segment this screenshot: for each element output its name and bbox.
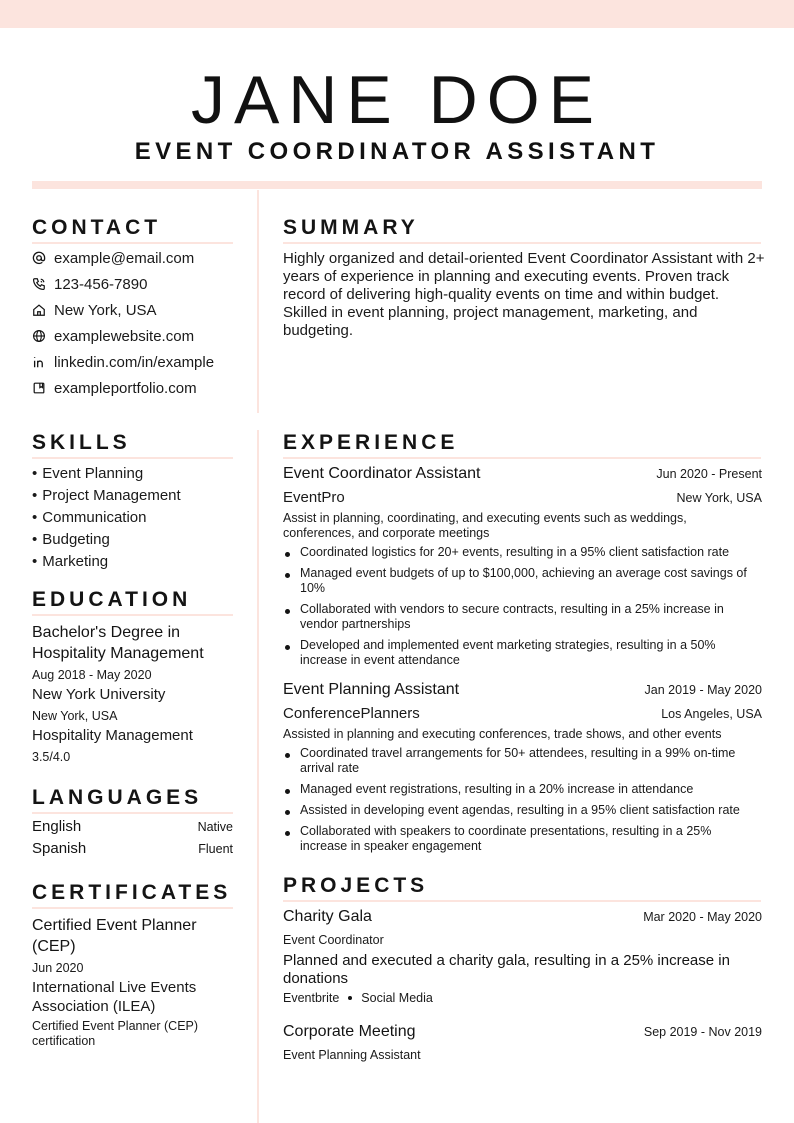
project-role: Event Coordinator: [283, 933, 384, 947]
job-description: Assist in planning, coordinating, and executing events such as weddings, conferences, and corporate meetings: [283, 511, 687, 540]
job-header: [283, 681, 762, 699]
job-title: Event Planning Assistant: [283, 681, 460, 698]
education-field: Hospitality Management: [32, 727, 193, 744]
job-bullet: Managed event registrations, resulting in a 20% increase in attendance: [283, 782, 762, 797]
skill-item: • Project Management: [32, 486, 181, 506]
job-bullet: Assisted in developing event agendas, resulting in a 95% client satisfaction rate: [283, 803, 762, 818]
contact-portfolio[interactable]: [32, 378, 197, 398]
contact-linkedin-text: linkedin.com/in/example: [54, 353, 215, 371]
certificate-name: Certified Event Planner (CEP): [32, 917, 197, 955]
contact-email-text: example@email.com: [54, 249, 195, 267]
candidate-name: JANE DOE: [190, 62, 604, 138]
job-bullets: [283, 545, 762, 674]
contact-website-text: examplewebsite.com: [54, 327, 195, 345]
job-bullet: Coordinated logistics for 20+ events, resulting in a 95% client satisfaction rate: [283, 545, 762, 560]
project-tags: [283, 991, 433, 1005]
contact-website[interactable]: [32, 326, 194, 346]
contact-phone-text: 123-456-7890: [54, 275, 148, 293]
skill-item: • Budgeting: [32, 530, 110, 550]
contact-location: [32, 300, 157, 320]
job-location: Los Angeles, USA: [661, 707, 762, 721]
language-row: [32, 840, 233, 857]
tag-separator-dot: [348, 996, 352, 1000]
globe-icon: [32, 329, 54, 343]
job-bullet: Developed and implemented event marketing strategies, resulting in a 50% increase in event attendance: [283, 638, 762, 668]
linkedin-icon: [32, 355, 54, 369]
job-dates: Jun 2020 - Present: [656, 467, 762, 481]
skill-item: • Marketing: [32, 552, 108, 572]
language-level: Native: [197, 820, 233, 834]
job-bullet: Collaborated with speakers to coordinate presentations, resulting in a 25% increase in speaker engagement: [283, 824, 762, 854]
skill-item: • Communication: [32, 508, 146, 528]
certificates-heading: CERTIFICATES: [32, 881, 233, 909]
certificate-issuer: International Live Events Association (ILEA): [32, 979, 197, 1015]
job-company: EventPro: [283, 489, 345, 506]
language-row: [32, 818, 233, 835]
project-tag: Social Media: [361, 991, 433, 1005]
contact-phone[interactable]: [32, 274, 147, 294]
job-dates: Jan 2019 - May 2020: [644, 683, 762, 697]
language-name: Spanish: [32, 840, 87, 857]
job-bullets: [283, 746, 762, 860]
job-title: Event Coordinator Assistant: [283, 465, 481, 482]
certificate-date: Jun 2020: [32, 961, 84, 975]
projects-heading: PROJECTS: [283, 874, 761, 902]
contact-location-text: New York, USA: [54, 301, 157, 319]
project-header: [283, 908, 762, 926]
job-company-row: [283, 489, 762, 506]
certificate-description: Certified Event Planner (CEP) certification: [32, 1019, 199, 1048]
education-degree: Bachelor's Degree in Hospitality Management: [32, 624, 204, 662]
job-description: Assisted in planning and executing conferences, trade shows, and other events: [283, 727, 722, 741]
contact-email[interactable]: [32, 248, 194, 268]
project-header: [283, 1023, 762, 1041]
job-company: ConferencePlanners: [283, 705, 420, 722]
candidate-role: EVENT COORDINATOR ASSISTANT: [134, 138, 660, 165]
job-bullet: Managed event budgets of up to $100,000, achieving an average cost savings of 10%: [283, 566, 762, 596]
summary-heading: SUMMARY: [283, 216, 761, 244]
languages-heading: LANGUAGES: [32, 786, 233, 814]
header-divider: [32, 181, 762, 189]
contact-heading: CONTACT: [32, 216, 233, 244]
education-location: New York, USA: [32, 709, 118, 723]
contact-portfolio-text: exampleportfolio.com: [54, 379, 197, 397]
column-divider-bottom: [257, 430, 259, 1123]
contact-linkedin[interactable]: [32, 352, 214, 372]
job-company-row: [283, 705, 762, 722]
job-header: [283, 465, 762, 483]
job-bullet: Collaborated with vendors to secure contracts, resulting in a 25% increase in vendor partnerships: [283, 602, 762, 632]
top-accent-band: [0, 0, 794, 28]
education-school: New York University: [32, 686, 166, 703]
education-dates: Aug 2018 - May 2020: [32, 668, 152, 682]
language-level: Fluent: [198, 842, 233, 856]
portfolio-icon: [32, 381, 54, 395]
project-title: Corporate Meeting: [283, 1023, 416, 1040]
home-icon: [32, 303, 54, 317]
education-heading: EDUCATION: [32, 588, 233, 616]
at-icon: [32, 251, 54, 265]
project-dates: Sep 2019 - Nov 2019: [643, 1025, 762, 1039]
language-name: English: [32, 818, 82, 835]
job-bullet: Coordinated travel arrangements for 50+ attendees, resulting in a 99% on-time arrival rate: [283, 746, 762, 776]
project-description: Planned and executed a charity gala, resulting in a 25% increase in donations: [283, 952, 730, 987]
project-title: Charity Gala: [283, 908, 372, 925]
experience-heading: EXPERIENCE: [283, 431, 761, 459]
project-role: Event Planning Assistant: [283, 1048, 421, 1062]
project-dates: Mar 2020 - May 2020: [643, 910, 762, 924]
column-divider-top: [257, 190, 259, 413]
phone-icon: [32, 277, 54, 291]
education-gpa: 3.5/4.0: [32, 750, 71, 764]
project-tag: Eventbrite: [283, 991, 340, 1005]
summary-text: Highly organized and detail-oriented Event Coordinator Assistant with 2+ years of experience in planning and executing events. Proven track record of delivering high-quality events on time and within budget. Skilled in event planning, project management, marketing, and budgeting.: [283, 250, 765, 339]
skill-item: • Event Planning: [32, 464, 143, 484]
job-location: New York, USA: [676, 491, 762, 505]
skills-heading: SKILLS: [32, 431, 233, 459]
